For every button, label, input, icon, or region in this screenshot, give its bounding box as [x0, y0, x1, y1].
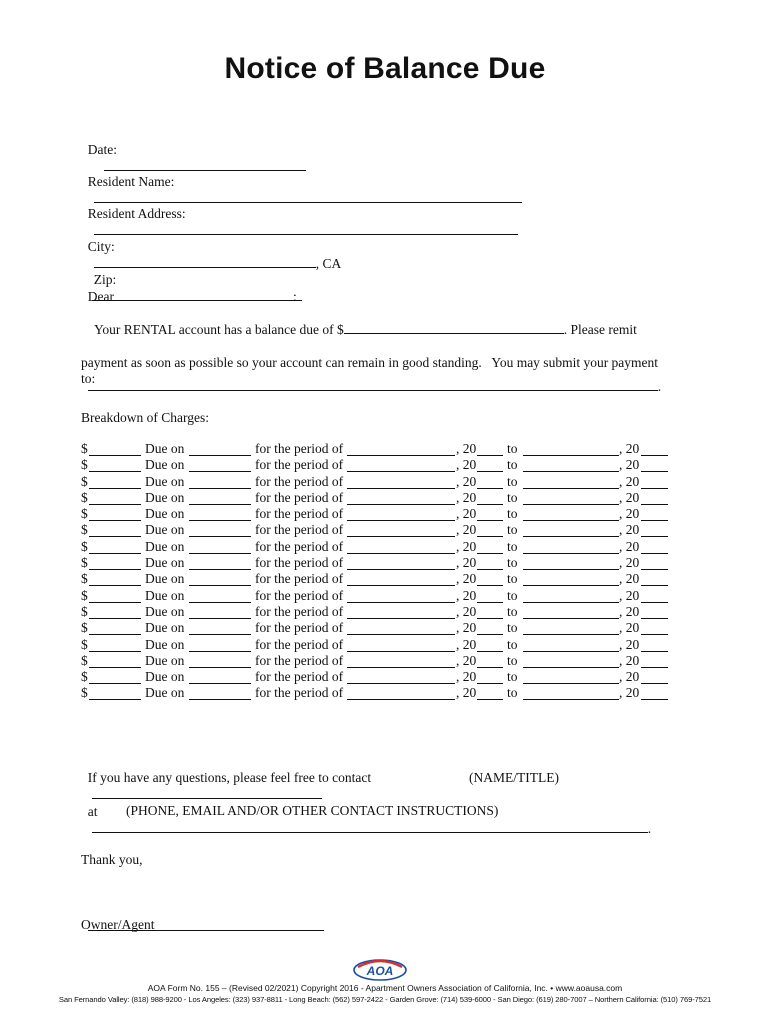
- dollar-sign: $: [81, 506, 88, 522]
- year-end-field[interactable]: [641, 492, 668, 505]
- year-prefix-start: , 20: [456, 538, 477, 554]
- year-prefix-start: , 20: [456, 473, 477, 489]
- thank-you: Thank you,: [81, 852, 143, 867]
- dollar-sign: $: [81, 620, 88, 636]
- period-end-field[interactable]: [523, 687, 619, 700]
- to-label: to: [507, 457, 518, 473]
- amount-field[interactable]: [89, 524, 141, 537]
- balance-line-2: payment as soon as possible so your account can remain in good standing. You may submit your payment: [81, 354, 659, 370]
- year-start-field[interactable]: [477, 622, 503, 635]
- period-label: for the period of: [255, 555, 344, 571]
- amount-field[interactable]: [89, 687, 141, 700]
- period-end-field[interactable]: [523, 606, 619, 619]
- year-prefix-end: , 20: [619, 473, 640, 489]
- to-label: to: [507, 489, 518, 505]
- to-label: to: [507, 555, 518, 571]
- amount-field[interactable]: [89, 476, 141, 489]
- to-label: to: [507, 473, 518, 489]
- year-end-field[interactable]: [641, 443, 668, 456]
- period-start-field[interactable]: [347, 524, 455, 537]
- due-date-field[interactable]: [189, 687, 251, 700]
- dollar-sign: $: [81, 457, 88, 473]
- year-prefix-end: , 20: [619, 636, 640, 652]
- year-end-field[interactable]: [641, 671, 668, 684]
- year-end-field[interactable]: [641, 524, 668, 537]
- period-label: for the period of: [255, 587, 344, 603]
- year-prefix-end: , 20: [619, 489, 640, 505]
- year-start-field[interactable]: [477, 687, 503, 700]
- period-start-field[interactable]: [347, 639, 455, 652]
- year-prefix-start: , 20: [456, 587, 477, 603]
- period-start-field[interactable]: [347, 459, 455, 472]
- due-on-label: Due on: [145, 441, 185, 456]
- dollar-sign: $: [81, 636, 88, 652]
- period-label: for the period of: [255, 473, 344, 489]
- year-prefix-end: , 20: [619, 652, 640, 668]
- owner-agent-label: Owner/Agent: [81, 917, 155, 932]
- due-date-field[interactable]: [189, 622, 251, 635]
- due-date-field[interactable]: [189, 590, 251, 603]
- period-end-field[interactable]: [523, 524, 619, 537]
- balance-line-3: to:: [81, 371, 96, 386]
- period-start-field[interactable]: [347, 671, 455, 684]
- state-text: , CA: [315, 256, 342, 271]
- dollar-sign: $: [81, 587, 88, 603]
- dollar-sign: $: [81, 669, 88, 685]
- amount-field[interactable]: [89, 557, 141, 570]
- year-end-field[interactable]: [641, 606, 668, 619]
- due-date-field[interactable]: [189, 443, 251, 456]
- period-start-field[interactable]: [347, 606, 455, 619]
- to-label: to: [507, 587, 518, 603]
- due-on-label: Due on: [145, 538, 185, 554]
- year-start-field[interactable]: [477, 492, 503, 505]
- year-prefix-start: , 20: [456, 489, 477, 505]
- amount-field[interactable]: [89, 573, 141, 586]
- year-prefix-start: , 20: [456, 636, 477, 652]
- period-start-field[interactable]: [347, 476, 455, 489]
- city-field[interactable]: [94, 255, 316, 268]
- due-on-label: Due on: [145, 669, 185, 685]
- year-end-field[interactable]: [641, 639, 668, 652]
- period-label: for the period of: [255, 685, 344, 701]
- due-date-field[interactable]: [189, 639, 251, 652]
- amount-field[interactable]: [89, 639, 141, 652]
- year-end-field[interactable]: [641, 590, 668, 603]
- due-date-field[interactable]: [189, 671, 251, 684]
- period-end-field[interactable]: [523, 492, 619, 505]
- dear-label: Dear: [87, 289, 114, 304]
- year-start-field[interactable]: [477, 557, 503, 570]
- period-end-field[interactable]: [523, 639, 619, 652]
- period-label: for the period of: [255, 571, 344, 587]
- due-date-field[interactable]: [189, 492, 251, 505]
- zip-label: Zip:: [93, 272, 117, 287]
- year-prefix-end: , 20: [619, 538, 640, 554]
- dear-row: [81, 272, 297, 305]
- date-label: Date:: [87, 142, 117, 157]
- amount-field[interactable]: [89, 671, 141, 684]
- year-prefix-end: , 20: [619, 555, 640, 571]
- due-on-label: Due on: [145, 620, 185, 636]
- amount-field[interactable]: [89, 541, 141, 554]
- period-end-field[interactable]: [523, 671, 619, 684]
- period-end-field[interactable]: [523, 459, 619, 472]
- year-start-field[interactable]: [477, 590, 503, 603]
- period-label: for the period of: [255, 620, 344, 636]
- period-label: for the period of: [255, 538, 344, 554]
- resident-name-label: Resident Name:: [87, 174, 175, 189]
- year-prefix-start: , 20: [456, 652, 477, 668]
- to-label: to: [507, 669, 518, 685]
- period-label: for the period of: [255, 636, 344, 652]
- year-prefix-start: , 20: [456, 669, 477, 685]
- year-prefix-start: , 20: [456, 603, 477, 619]
- period-label: for the period of: [255, 457, 344, 473]
- due-on-label: Due on: [145, 652, 185, 668]
- year-start-field[interactable]: [477, 476, 503, 489]
- period-end-field[interactable]: [523, 508, 619, 521]
- payto-field[interactable]: [88, 378, 658, 391]
- footer-phones: San Fernando Valley: (818) 988-9200 - Los Angeles: (323) 937-8811 - Long Beach: (562) 597-2422 - Garden Grove: (714) 539-6000 - San Diego: (619) 280-7007 – Northern California: (510) 769-7521: [58, 995, 712, 1004]
- period-end-field[interactable]: [523, 655, 619, 668]
- period-start-field[interactable]: [347, 655, 455, 668]
- footer-copyright: AOA Form No. 155 – (Revised 02/2021) Copyright 2016 - Apartment Owners Association of California, Inc. • www.aoausa.com: [147, 983, 623, 993]
- year-start-field[interactable]: [477, 443, 503, 456]
- aoa-logo: [352, 957, 408, 983]
- period-start-field[interactable]: [347, 573, 455, 586]
- dollar-sign: $: [81, 489, 88, 505]
- year-end-field[interactable]: [641, 622, 668, 635]
- logo-text: AOA: [366, 964, 394, 978]
- year-start-field[interactable]: [477, 508, 503, 521]
- period-start-field[interactable]: [347, 557, 455, 570]
- year-prefix-start: , 20: [456, 555, 477, 571]
- period-label: for the period of: [255, 652, 344, 668]
- year-prefix-start: , 20: [456, 457, 477, 473]
- to-label: to: [507, 538, 518, 554]
- period-end-field[interactable]: [523, 557, 619, 570]
- period-start-field[interactable]: [347, 492, 455, 505]
- period-start-field[interactable]: [347, 508, 455, 521]
- to-label: to: [507, 506, 518, 522]
- dollar-sign: $: [81, 441, 88, 456]
- year-start-field[interactable]: [477, 541, 503, 554]
- year-prefix-start: , 20: [456, 441, 477, 456]
- period-label: for the period of: [255, 506, 344, 522]
- payto-row: [81, 362, 661, 395]
- due-date-field[interactable]: [189, 541, 251, 554]
- payto-end: .: [657, 379, 662, 394]
- amount-field[interactable]: [89, 492, 141, 505]
- amount-field[interactable]: [89, 655, 141, 668]
- period-start-field[interactable]: [347, 541, 455, 554]
- due-on-label: Due on: [145, 587, 185, 603]
- name-title-label: (NAME/TITLE): [469, 770, 559, 785]
- due-on-label: Due on: [145, 571, 185, 587]
- period-label: for the period of: [255, 489, 344, 505]
- period-start-field[interactable]: [347, 443, 455, 456]
- period-label: for the period of: [255, 522, 344, 538]
- dear-field[interactable]: [114, 288, 293, 301]
- dollar-sign: $: [81, 571, 88, 587]
- to-label: to: [507, 685, 518, 701]
- balance-text-end: . Please remit: [563, 321, 637, 337]
- year-prefix-end: , 20: [619, 587, 640, 603]
- year-prefix-start: , 20: [456, 506, 477, 522]
- year-start-field[interactable]: [477, 459, 503, 472]
- year-end-field[interactable]: [641, 541, 668, 554]
- year-prefix-end: , 20: [619, 603, 640, 619]
- dear-colon: :: [292, 289, 297, 304]
- to-label: to: [507, 620, 518, 636]
- to-label: to: [507, 522, 518, 538]
- due-on-label: Due on: [145, 685, 185, 701]
- due-on-label: Due on: [145, 457, 185, 473]
- dollar-sign: $: [81, 538, 88, 554]
- amount-field[interactable]: [89, 590, 141, 603]
- dollar-sign: $: [81, 473, 88, 489]
- due-on-label: Due on: [145, 636, 185, 652]
- at-label: at: [87, 804, 98, 819]
- to-label: to: [507, 571, 518, 587]
- to-label: to: [507, 441, 518, 456]
- due-date-field[interactable]: [189, 524, 251, 537]
- breakdown-heading: Breakdown of Charges:: [81, 410, 209, 425]
- dollar-sign: $: [81, 522, 88, 538]
- due-date-field[interactable]: [189, 573, 251, 586]
- period-label: for the period of: [255, 603, 344, 619]
- due-on-label: Due on: [145, 555, 185, 571]
- contact-info-field[interactable]: [92, 820, 648, 833]
- year-end-field[interactable]: [641, 508, 668, 521]
- year-prefix-start: , 20: [456, 620, 477, 636]
- year-prefix-end: , 20: [619, 441, 640, 456]
- year-end-field[interactable]: [641, 655, 668, 668]
- to-label: to: [507, 636, 518, 652]
- amount-field[interactable]: [89, 606, 141, 619]
- contact-question: If you have any questions, please feel free to contact: [87, 770, 372, 785]
- year-end-field[interactable]: [641, 557, 668, 570]
- due-date-field[interactable]: [189, 476, 251, 489]
- balance-amount-field[interactable]: [344, 321, 564, 334]
- year-prefix-end: , 20: [619, 685, 640, 701]
- year-prefix-start: , 20: [456, 685, 477, 701]
- period-end-field[interactable]: [523, 443, 619, 456]
- due-date-field[interactable]: [189, 508, 251, 521]
- city-label: City:: [87, 239, 115, 254]
- period-start-field[interactable]: [347, 622, 455, 635]
- due-date-field[interactable]: [189, 459, 251, 472]
- period-label: for the period of: [255, 441, 344, 456]
- year-start-field[interactable]: [477, 524, 503, 537]
- year-end-field[interactable]: [641, 687, 668, 700]
- period-end-field[interactable]: [523, 476, 619, 489]
- due-on-label: Due on: [145, 506, 185, 522]
- year-start-field[interactable]: [477, 655, 503, 668]
- due-date-field[interactable]: [189, 606, 251, 619]
- to-label: to: [507, 652, 518, 668]
- amount-field[interactable]: [89, 622, 141, 635]
- year-prefix-start: , 20: [456, 571, 477, 587]
- year-prefix-start: , 20: [456, 522, 477, 538]
- due-on-label: Due on: [145, 603, 185, 619]
- dollar-sign: $: [81, 555, 88, 571]
- year-end-field[interactable]: [641, 459, 668, 472]
- period-start-field[interactable]: [347, 687, 455, 700]
- page-title: Notice of Balance Due: [224, 52, 546, 85]
- balance-text-start: Your RENTAL account has a balance due of $: [94, 321, 344, 337]
- period-label: for the period of: [255, 669, 344, 685]
- period-end-field[interactable]: [523, 622, 619, 635]
- period-start-field[interactable]: [347, 590, 455, 603]
- due-on-label: Due on: [145, 522, 185, 538]
- phone-instructions-label: (PHONE, EMAIL AND/OR OTHER CONTACT INSTRUCTIONS): [126, 803, 499, 818]
- year-start-field[interactable]: [477, 671, 503, 684]
- year-prefix-end: , 20: [619, 522, 640, 538]
- year-prefix-end: , 20: [619, 506, 640, 522]
- year-prefix-end: , 20: [619, 620, 640, 636]
- dollar-sign: $: [81, 652, 88, 668]
- due-on-label: Due on: [145, 489, 185, 505]
- year-start-field[interactable]: [477, 573, 503, 586]
- period-end-field[interactable]: [523, 573, 619, 586]
- due-date-field[interactable]: [189, 557, 251, 570]
- year-prefix-end: , 20: [619, 669, 640, 685]
- period-end-field[interactable]: [523, 541, 619, 554]
- year-start-field[interactable]: [477, 639, 503, 652]
- year-prefix-end: , 20: [619, 457, 640, 473]
- amount-field[interactable]: [89, 508, 141, 521]
- due-on-label: Due on: [145, 473, 185, 489]
- dollar-sign: $: [81, 603, 88, 619]
- period-end-field[interactable]: [523, 590, 619, 603]
- dollar-sign: $: [81, 685, 88, 701]
- due-date-field[interactable]: [189, 655, 251, 668]
- at-end: .: [647, 821, 652, 836]
- year-prefix-end: , 20: [619, 571, 640, 587]
- year-end-field[interactable]: [641, 573, 668, 586]
- resident-address-label: Resident Address:: [87, 206, 186, 221]
- amount-field[interactable]: [89, 459, 141, 472]
- amount-field[interactable]: [89, 443, 141, 456]
- year-end-field[interactable]: [641, 476, 668, 489]
- year-start-field[interactable]: [477, 606, 503, 619]
- to-label: to: [507, 603, 518, 619]
